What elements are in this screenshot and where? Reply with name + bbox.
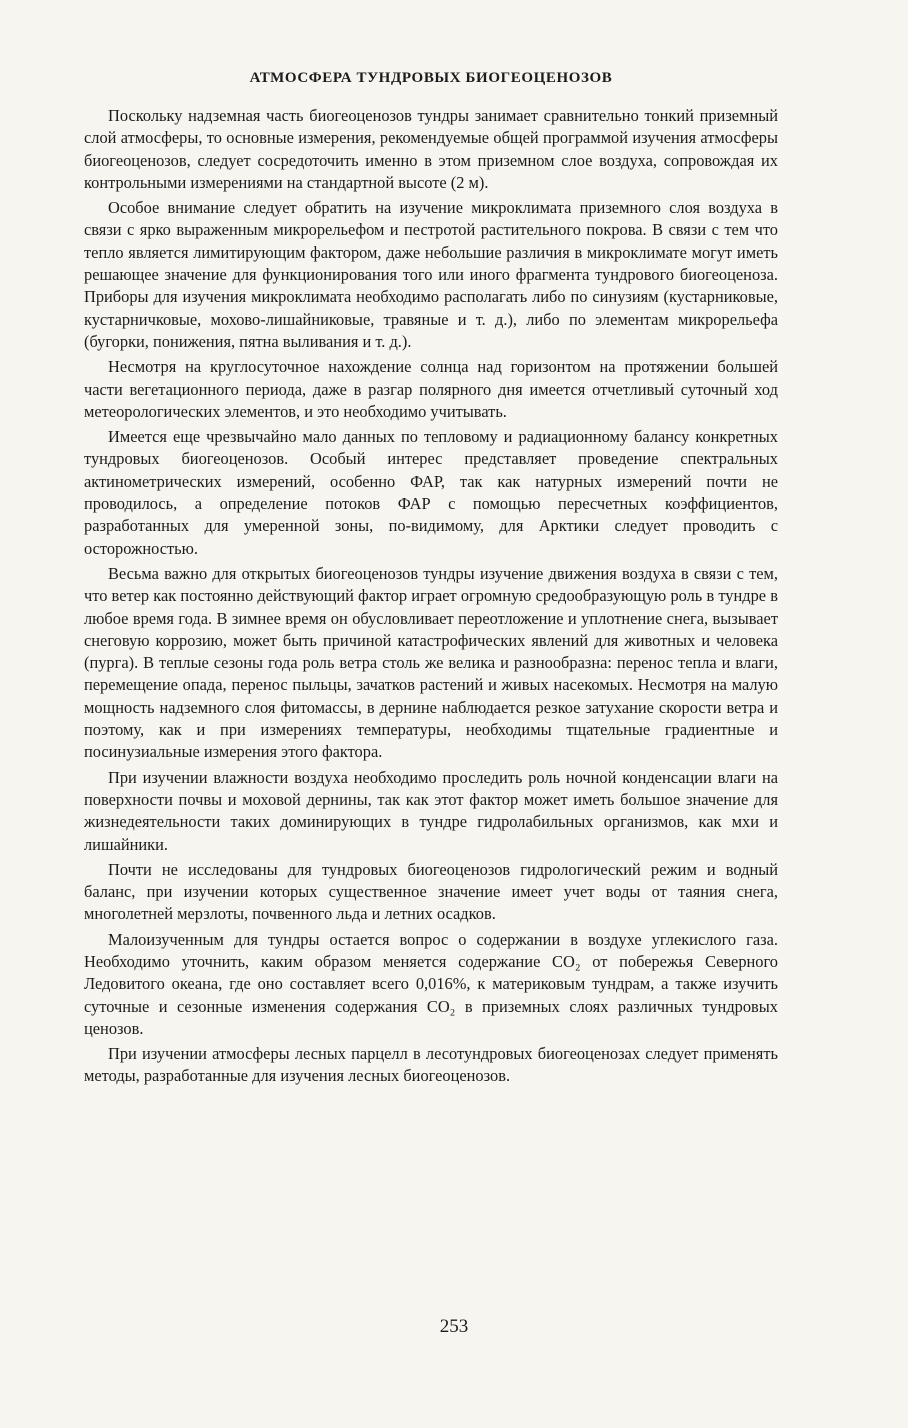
paragraph: При изучении влажности воздуха необходимо проследить роль ночной конденсации влаги на поверхности почвы и моховой дернины, так как этот фактор может иметь большое значение для жизнедеятельности таких доминирующих в тундре гидролабильных организмов, как мхи и лишайники. (84, 767, 778, 854)
paragraph: При изучении атмосферы лесных парцелл в лесотундровых биогеоценозах следует применять методы, разработанные для изучения лесных биогеоценозов. (84, 1044, 778, 1086)
paragraph: Малоизученным для тундры остается вопрос о содержании в воздухе углекислого газа. Необходимо уточнить, каким образом меняется содержание CO₂ от побережья Северного Ледовитого океана, где оно составляет всего 0,016%, к материковым тундрам, а также изучить суточные и сезонные изменения содержания CO₂ в приземных слоях различных тундровых ценозов. (84, 929, 778, 1038)
paragraph: Особое внимание следует обратить на изучение микроклимата приземного слоя воздуха в связи с ярко выраженным микрорельефом и пестротой растительного покрова. В связи с тем что тепло является лимитирующим фактором, даже небольшие различия в микроклимате могут иметь решающее значение для функционирования того или иного фрагмента тундрового биогеоценоза. Приборы для изучения микроклимата необходимо располагать либо по синузиям (кустарниковые, кустарничковые, мохово-лишайниковые, травяные и т. д.), либо по элементам микрорельефа (бугорки, понижения, пятна выливания и т. д.). (84, 198, 778, 351)
page-number: 253 (439, 1316, 469, 1337)
paragraph: Почти не исследованы для тундровых биогеоценозов гидрологический режим и водный баланс, при изучении которых существенное значение имеет учет воды от таяния снега, многолетней мерзлоты, почвенного льда и летних осадков. (84, 859, 778, 924)
page-body (84, 70, 778, 1091)
paragraph: Несмотря на круглосуточное нахождение солнца над горизонтом на протяжении большей части вегетационного периода, даже в разгар полярного дня имеется отчетливый суточный ход метеорологических элементов, и это необходимо учитывать. (84, 357, 778, 421)
paragraph: Весьма важно для открытых биогеоценозов тундры изучение движения воздуха в связи с тем, что ветер как постоянно действующий фактор играет огромную средообразующую роль в тундре в любое время года. В зимнее время он обусловливает переотложение и уплотнение снега, вызывает снеговую коррозию, может быть причиной катастрофических явлений для животных и человека (пурга). В теплые сезоны года роль ветра столь же велика и разнообразна: перенос тепла и влаги, перемещение опада, перенос пыльцы, зачатков растений и живых насекомых. Несмотря на малую мощность надземного слоя фитомассы, в дернине наблюдается резкое затухание скорости ветра и поэтому, как и при измерениях температуры, необходимы тщательные градиентные и посинузиальные измерения этого фактора. (84, 563, 778, 762)
paragraph: Имеется еще чрезвычайно мало данных по тепловому и радиационному балансу конкретных тундровых биогеоценозов. Особый интерес представляет проведение спектральных актинометрических измерений, особенно ФАР, так как натурных измерений почти не проводилось, а определение потоков ФАР с помощью пересчетных коэффициентов, разработанных для умеренной зоны, по-видимому, для Арктики следует проводить с осторожностью. (84, 427, 778, 558)
paragraph: Поскольку надземная часть биогеоценозов тундры занимает сравнительно тонкий приземный слой атмосферы, то основные измерения, рекомендуемые общей программой изучения атмосферы биогеоценозов, следует сосредоточить именно в этом приземном слое воздуха, сопровождая их контрольными измерениями на стандартной высоте (2 м). (84, 106, 778, 192)
page-title: АТМОСФЕРА ТУНДРОВЫХ БИОГЕОЦЕНОЗОВ (249, 70, 613, 86)
